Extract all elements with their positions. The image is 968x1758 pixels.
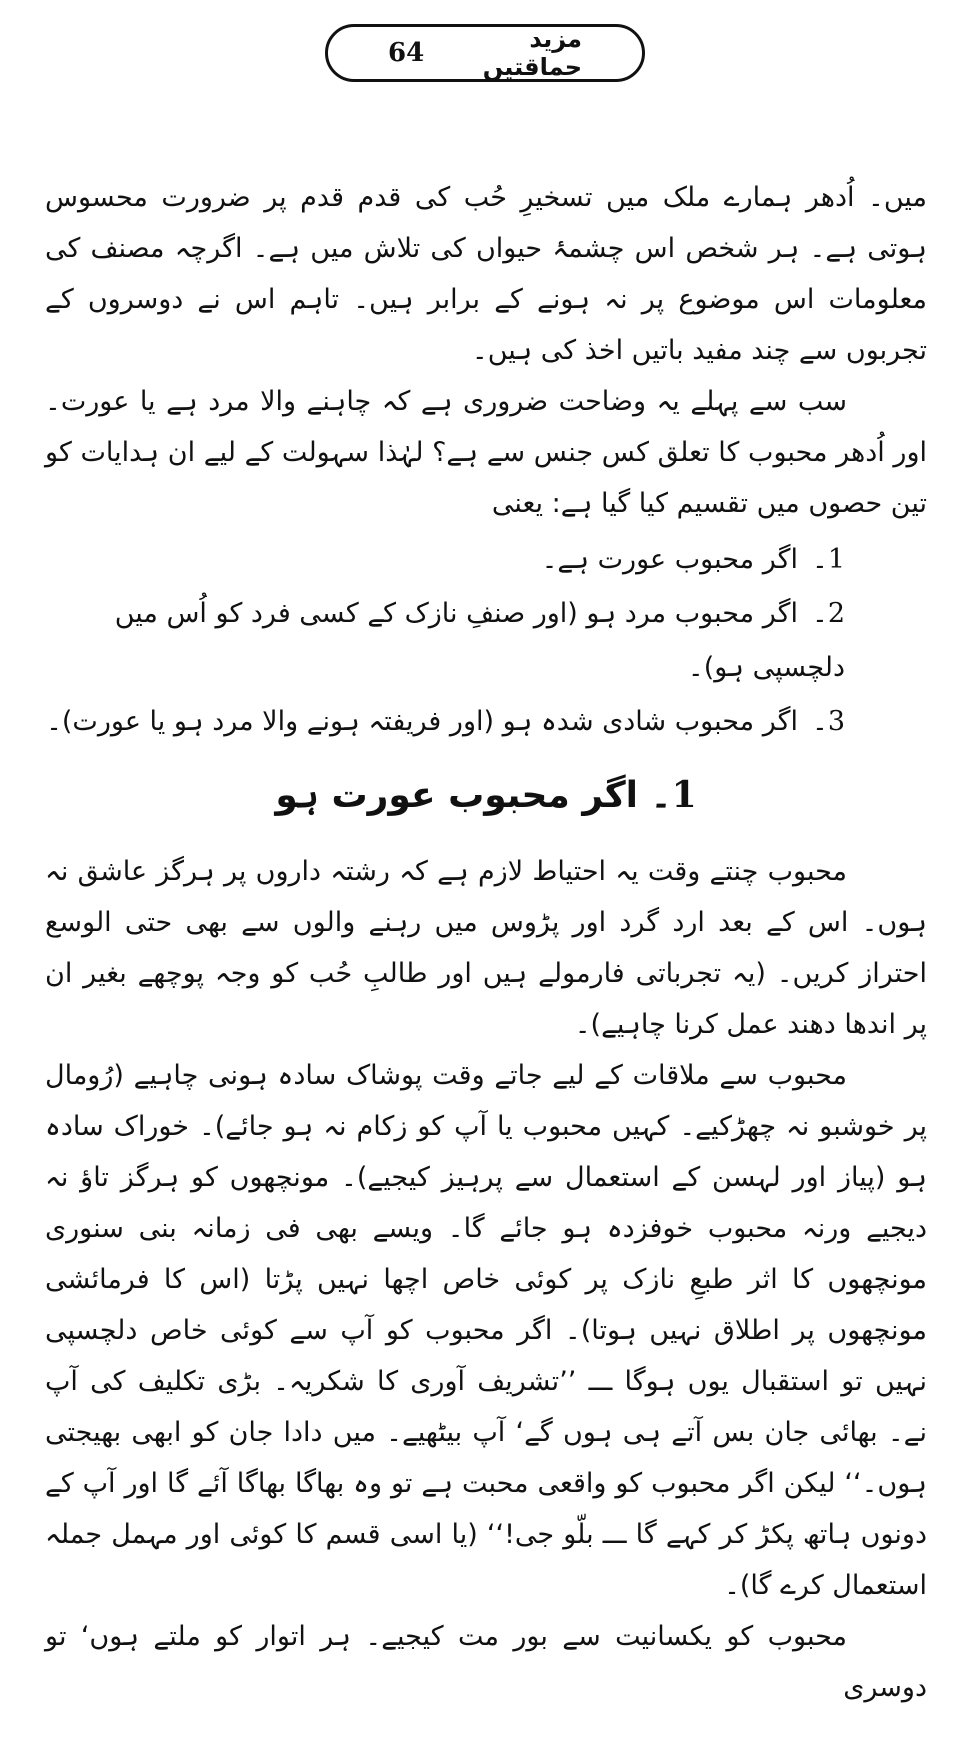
page-body xyxy=(45,172,927,1713)
list-item-number: 2۔ xyxy=(811,598,845,629)
body-paragraph-1: محبوب چنتے وقت یہ احتیاط لازم ہے کہ رشتہ داروں پر ہرگز عاشق نہ ہوں۔ اس کے بعد ارد گرد اور پڑوس میں رہنے والوں سے بھی حتی الوسع احتراز کریں۔ (یہ تجرباتی فارمولے ہیں اور طالبِ حُب کو وجہ پوچھے بغیر ان پر اندھا دھند عمل کرنا چاہیے)۔ xyxy=(45,856,927,1040)
list-item xyxy=(45,695,845,749)
list-item-text: اگر محبوب عورت ہے۔ xyxy=(541,544,798,575)
section-heading xyxy=(45,759,927,832)
intro-paragraph-1: میں۔ اُدھر ہمارے ملک میں تسخیرِ حُب کی قدم قدم پر ضرورت محسوس ہوتی ہے۔ ہر شخص اس چشمۂ حیواں کی تلاش میں ہے۔ اگرچہ مصنف کی معلومات اس موضوع پر نہ ہونے کے برابر ہیں۔ تاہم اس نے دوسروں کے تجربوں سے چند مفید باتیں اخذ کی ہیں۔ xyxy=(45,182,927,366)
list-item-text: اگر محبوب شادی شدہ ہو (اور فریفتہ ہونے والا مرد ہو یا عورت)۔ xyxy=(46,706,798,737)
section-title: اگر محبوب عورت ہو xyxy=(275,775,638,816)
intro-paragraph-2-tail: یعنی xyxy=(491,488,544,519)
list-item xyxy=(45,533,845,587)
intro-paragraph-2 xyxy=(45,376,927,529)
list-item-number: 3۔ xyxy=(811,706,845,737)
running-title: مزید حماقتیں xyxy=(482,25,582,81)
section-number: 1۔ xyxy=(650,774,697,816)
intro-paragraph-2-text: سب سے پہلے یہ وضاحت ضروری ہے کہ چاہنے والا مرد ہے یا عورت۔ اور اُدھر محبوب کا تعلق کس جنس سے ہے؟ لہٰذا سہولت کے لیے ان ہدایات کو تین حصوں میں تقسیم کیا گیا ہے: xyxy=(45,386,927,519)
categories-list xyxy=(45,533,927,749)
page-number: 64 xyxy=(388,38,425,68)
list-item-number: 1۔ xyxy=(811,544,845,575)
body-paragraph-3: محبوب کو یکسانیت سے بور مت کیجیے۔ ہر اتوار کو ملتے ہوں‘ تو دوسری xyxy=(45,1621,927,1703)
page-header xyxy=(325,24,645,82)
list-item xyxy=(45,587,845,695)
body-paragraph-2: محبوب سے ملاقات کے لیے جاتے وقت پوشاک سادہ ہونی چاہیے (رُومال پر خوشبو نہ چھڑکیے۔ کہیں محبوب یا آپ کو زکام نہ ہو جائے)۔ خوراک سادہ ہو (پیاز اور لہسن کے استعمال سے پرہیز کیجیے)۔ مونچھوں کو ہرگز تاؤ نہ دیجیے ورنہ محبوب خوفزدہ ہو جائے گا۔ ویسے بھی فی زمانہ بنی سنوری مونچھوں کا اثر طبعِ نازک پر کوئی خاص اچھا نہیں پڑتا (اس کا فرمائشی مونچھوں پر اطلاق نہیں ہوتا)۔ اگر محبوب کو آپ سے کوئی خاص دلچسپی نہیں تو استقبال یوں ہوگا ـــ ’’تشریف آوری کا شکریہ۔ بڑی تکلیف کی آپ نے۔ بھائی جان بس آتے ہی ہوں گے‘ آپ بیٹھیے۔ میں دادا جان کو ابھی بھیجتی ہوں۔‘‘ لیکن اگر محبوب کو واقعی محبت ہے تو وہ بھاگا بھاگا آئے گا اور آپ کے دونوں ہاتھ پکڑ کر کہے گا ـــ بلّو جی!‘‘ (یا اسی قسم کا کوئی اور مہمل جملہ استعمال کرے گا)۔ xyxy=(45,1060,928,1601)
list-item-text: اگر محبوب مرد ہو (اور صنفِ نازک کے کسی فرد کو اُس میں دلچسپی ہو)۔ xyxy=(114,598,845,683)
